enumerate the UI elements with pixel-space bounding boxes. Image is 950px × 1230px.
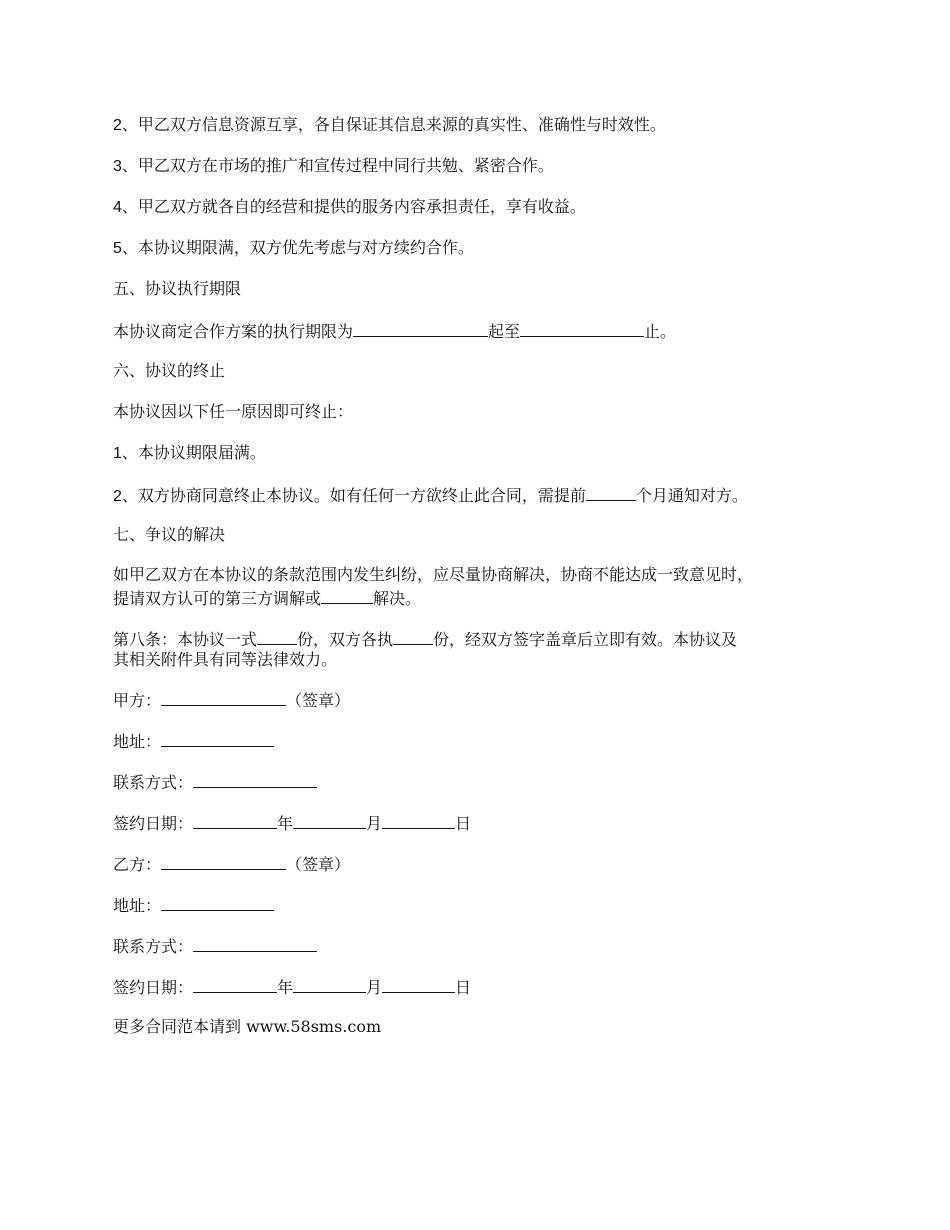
section-5-term: [113, 319, 676, 341]
clause-text: 、双方协商同意终止本协议。如有任何一方欲终止此合同，需提前: [121, 486, 586, 505]
clause-number: 2: [113, 117, 122, 134]
section-5-title: 五、协议执行期限: [113, 279, 242, 298]
date-label: 签约日期：: [113, 814, 194, 833]
seal-label: （签章）: [286, 855, 351, 874]
clause-3: [113, 155, 554, 177]
termination-1: [113, 442, 266, 464]
day-blank[interactable]: [382, 811, 455, 829]
start-date-blank[interactable]: [353, 319, 488, 337]
dispute-text: 解决。: [373, 589, 422, 608]
article-text: 第八条：本协议一式: [113, 630, 258, 649]
section-7-title: 七、争议的解决: [113, 525, 226, 544]
month-label: 月: [366, 978, 383, 997]
party-a-label: 甲方：: [113, 691, 162, 710]
article-8-line-1: [113, 627, 737, 649]
section-6-title: 六、协议的终止: [113, 361, 226, 380]
resolution-blank[interactable]: [321, 586, 373, 604]
party-a-date: [113, 811, 471, 833]
party-a-contact: [113, 770, 317, 792]
dispute-text: 提请双方认可的第三方调解或: [113, 589, 322, 608]
clause-4: [113, 196, 586, 218]
end-date-blank[interactable]: [520, 319, 644, 337]
party-b-blank[interactable]: [161, 852, 286, 870]
term-text: 止。: [644, 322, 677, 341]
day-label: 日: [455, 978, 472, 997]
clause-number: 3: [113, 158, 122, 175]
termination-2: [113, 483, 748, 505]
address-label: 地址：: [113, 732, 162, 751]
day-blank[interactable]: [382, 975, 455, 993]
clause-text: 个月通知对方。: [635, 486, 748, 505]
address-blank[interactable]: [161, 893, 274, 911]
address-blank[interactable]: [161, 729, 274, 747]
year-label: 年: [277, 814, 294, 833]
copies-blank[interactable]: [257, 627, 297, 645]
party-b-label: 乙方：: [113, 855, 162, 874]
date-label: 签约日期：: [113, 978, 194, 997]
month-blank[interactable]: [293, 975, 366, 993]
each-copies-blank[interactable]: [393, 627, 433, 645]
article-8-line-2: 其相关附件具有同等法律效力。: [113, 650, 338, 669]
dispute-line-1: 如甲乙双方在本协议的条款范围内发生纠纷，应尽量协商解决，协商不能达成一致意见时，: [113, 565, 754, 584]
term-text: 起至: [488, 322, 521, 341]
section-6-intro: 本协议因以下任一原因即可终止：: [113, 402, 354, 421]
clause-number: 1: [113, 445, 122, 462]
clause-5: [113, 237, 474, 259]
year-blank[interactable]: [193, 811, 277, 829]
party-a-blank[interactable]: [161, 688, 286, 706]
article-text: 份，经双方签字盖章后立即有效。本协议及: [433, 630, 738, 649]
clause-text: 、本协议期限满，双方优先考虑与对方续约合作。: [121, 238, 474, 257]
contact-blank[interactable]: [193, 934, 317, 952]
party-b-date: [113, 975, 471, 997]
contact-label: 联系方式：: [113, 937, 194, 956]
year-blank[interactable]: [193, 975, 277, 993]
party-a-address: [113, 729, 274, 751]
footer-note: 更多合同范本请到 www.58sms.com: [113, 1017, 382, 1036]
clause-2: [113, 114, 666, 136]
clause-number: 2: [113, 488, 122, 505]
clause-number: 5: [113, 240, 122, 257]
months-blank[interactable]: [586, 483, 636, 501]
article-text: 份，双方各执: [297, 630, 394, 649]
party-b-line: [113, 852, 350, 874]
contact-blank[interactable]: [193, 770, 317, 788]
month-blank[interactable]: [293, 811, 366, 829]
clause-text: 、甲乙双方就各自的经营和提供的服务内容承担责任，享有收益。: [121, 197, 586, 216]
party-b-contact: [113, 934, 317, 956]
clause-number: 4: [113, 199, 122, 216]
clause-text: 、本协议期限届满。: [121, 443, 266, 462]
address-label: 地址：: [113, 896, 162, 915]
month-label: 月: [366, 814, 383, 833]
year-label: 年: [277, 978, 294, 997]
dispute-line-2: [113, 586, 421, 608]
seal-label: （签章）: [286, 691, 351, 710]
term-text: 本协议商定合作方案的执行期限为: [113, 322, 354, 341]
party-b-address: [113, 893, 274, 915]
clause-text: 、甲乙双方在市场的推广和宣传过程中同行共勉、紧密合作。: [121, 156, 554, 175]
clause-text: 、甲乙双方信息资源互享，各自保证其信息来源的真实性、准确性与时效性。: [121, 115, 666, 134]
party-a-line: [113, 688, 350, 710]
contact-label: 联系方式：: [113, 773, 194, 792]
day-label: 日: [455, 814, 472, 833]
